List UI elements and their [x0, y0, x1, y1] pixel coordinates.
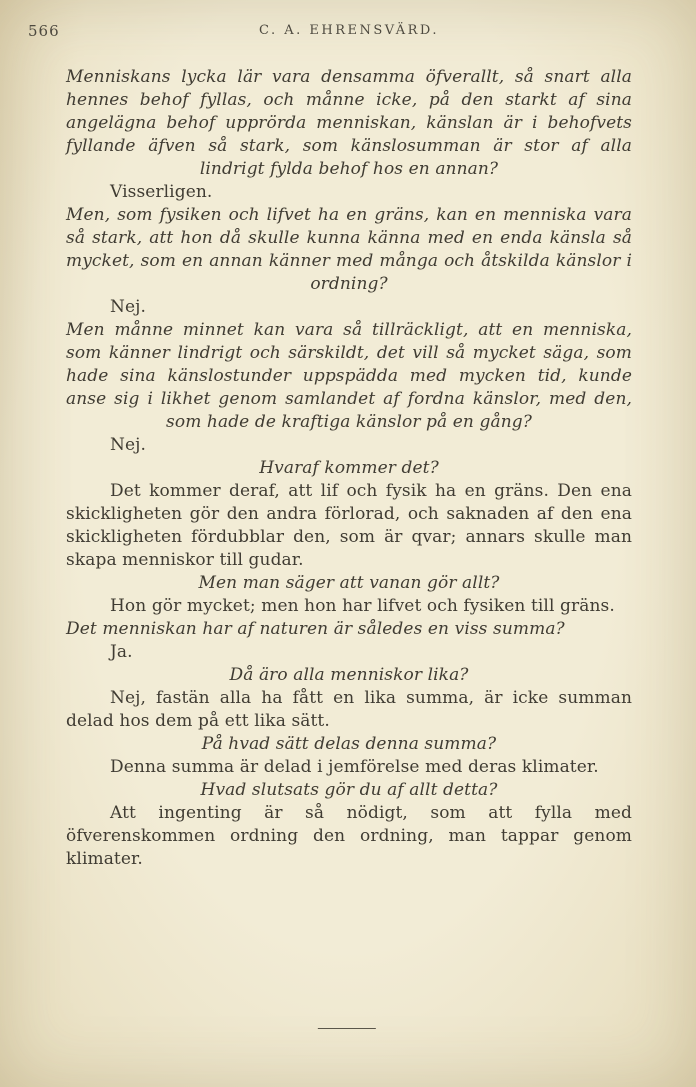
prose-paragraph: Nej, fastän alla ha fått en lika summa, är icke summan delad hos dem på ett lika sätt. — [66, 688, 632, 731]
centered-question: Men man säger att vanan gör allt? — [198, 573, 500, 593]
section-end-rule — [318, 1028, 376, 1029]
page-body — [66, 66, 632, 871]
answer-text: Nej. — [110, 297, 147, 317]
question-line: Det menniskan har af naturen är således en viss summa? — [66, 619, 565, 639]
answer-text: Nej. — [110, 435, 147, 455]
question-paragraph: Men månne minnet kan vara så tillräckligt, att en menniska, som känner lindrigt och särskildt, det vill så mycket säga, som hade sina känslostunder uppspädda med mycken tid, kunde anse sig i likhet genom samlandet af fordna känslor, med den, som hade de kraftiga känslor på en gång? — [66, 320, 632, 432]
answer-text: Visserligen. — [110, 182, 213, 202]
centered-question: På hvad sätt delas denna summa? — [201, 734, 497, 754]
answer-text: Ja. — [110, 642, 133, 662]
centered-question: Hvaraf kommer det? — [259, 458, 439, 478]
centered-question: Hvad slutsats gör du af allt detta? — [200, 780, 498, 800]
prose-paragraph: Att ingenting är så nödigt, som att fylla med öfverenskommen ordning den ordning, man tappar genom klimater. — [66, 803, 632, 869]
question-paragraph: Men, som fysiken och lifvet ha en gräns, kan en menniska vara så stark, att hon då skulle kunna känna med en enda känsla så mycket, som en annan känner med många och åtskilda känslor i ordning? — [66, 205, 632, 294]
question-paragraph: Menniskans lycka lär vara densamma öfverallt, så snart alla hennes behof fyllas, och månne icke, på den starkt af sina angelägna behof upprörda menniskan, känslan är i behofvets fyllande äfven så stark, som känslosumman är stor af alla lindrigt fylda behof hos en annan? — [66, 67, 632, 179]
running-header: C. A. EHRENSVÄRD. — [258, 23, 440, 38]
page-number: 566 — [28, 22, 60, 40]
prose-paragraph: Det kommer deraf, att lif och fysik ha en gräns. Den ena skickligheten gör den andra förlorad, och saknaden af den ena skickligheten fördubblar den, som är qvar; annars skulle man skapa menniskor till gudar. — [66, 481, 632, 570]
page-header — [28, 20, 632, 42]
prose-paragraph: Hon gör mycket; men hon har lifvet och fysiken till gräns. — [110, 596, 615, 616]
centered-question: Då äro alla menniskor lika? — [229, 665, 469, 685]
prose-paragraph: Denna summa är delad i jemförelse med deras klimater. — [110, 757, 599, 777]
